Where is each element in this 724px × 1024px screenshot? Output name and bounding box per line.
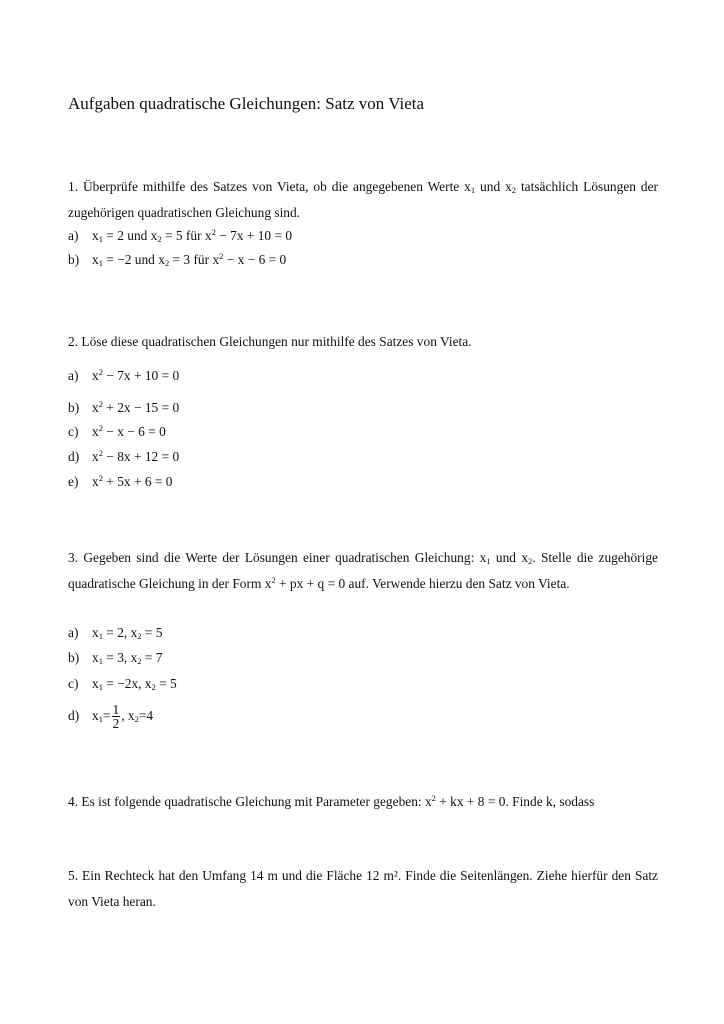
item-label: a) bbox=[68, 368, 79, 383]
item-text: = −2x, x bbox=[102, 676, 152, 691]
task3-item-a: a) $x_1 = 2$, $x_2 = 5$ bbox=[68, 625, 163, 641]
task1-item-a: a) $x_1 = 2$ und $x_2 = 5$ für $x^2 - 7x + 10 = 0$ bbox=[68, 227, 293, 244]
task3-prompt-a: 3. Gegeben sind die Werte der Lösungen einer quadratischen Gleichung: x bbox=[68, 550, 487, 565]
item-label: b) bbox=[68, 650, 80, 665]
subscript-2: 2 bbox=[134, 714, 139, 724]
subscript-1: 1 bbox=[470, 185, 476, 195]
subscript-1: 1 bbox=[98, 234, 103, 244]
fraction-numerator: 1 bbox=[112, 702, 120, 718]
item-text: = 2 und x bbox=[102, 228, 158, 243]
item-label: c) bbox=[68, 424, 79, 439]
item-text: = 5 für x bbox=[161, 228, 212, 243]
subscript-2: 2 bbox=[164, 258, 170, 268]
subscript-2: 2 bbox=[137, 631, 142, 641]
task4-prompt-b: + kx + 8 = 0. Finde k, sodass bbox=[435, 794, 595, 809]
item-text: =4 bbox=[138, 708, 154, 723]
task3-item-d: d) $x_1=$ $\frac{1}{2}$ , $x_2=4$ bbox=[68, 702, 154, 732]
superscript-2: 2 bbox=[431, 793, 436, 803]
item-text: , x bbox=[121, 708, 135, 723]
item-text: − x − 6 = 0 bbox=[223, 252, 287, 267]
task3-prompt-d: + px + q = 0 auf. Verwende hierzu den Satz von Vieta. bbox=[275, 576, 570, 591]
item-label: d) bbox=[68, 708, 80, 723]
item-label: b) bbox=[68, 400, 80, 415]
superscript-2: 2 bbox=[98, 448, 103, 458]
task3-item-c: c) $x_1 = -2x$, $x_2 = 5$ bbox=[68, 676, 177, 692]
item-label: b) bbox=[68, 252, 80, 267]
task2-item-d: d) $x^2 - 8x + 12 = 0$ bbox=[68, 447, 179, 467]
item-label: a) bbox=[68, 228, 79, 243]
task2-item-c: c) $x^2 - x - 6 = 0$ bbox=[68, 422, 166, 442]
page-title: Aufgaben quadratische Gleichungen: Satz von Vieta bbox=[68, 94, 425, 113]
item-text: − 7x + 10 = 0 bbox=[102, 368, 180, 383]
subscript-2: 2 bbox=[151, 682, 156, 692]
subscript-1: 1 bbox=[98, 714, 103, 724]
subscript-1: 1 bbox=[486, 556, 491, 566]
subscript-1: 1 bbox=[98, 656, 103, 666]
item-text: = 2, x bbox=[102, 625, 138, 640]
item-label: c) bbox=[68, 676, 79, 691]
item-text: − 8x + 12 = 0 bbox=[102, 449, 180, 464]
task3-prompt-b: und x bbox=[490, 550, 529, 565]
item-text: = 5 bbox=[141, 625, 163, 640]
superscript-2: 2 bbox=[219, 251, 224, 261]
task1-item-b: b) $x_1 = -2$ und $x_2 = 3$ für $x^2 - x - 6 = 0$ bbox=[68, 251, 287, 268]
item-text: = 5 bbox=[155, 676, 177, 691]
subscript-2: 2 bbox=[137, 656, 142, 666]
item-label: e) bbox=[68, 474, 79, 489]
superscript-2: 2 bbox=[271, 575, 276, 585]
superscript-2: 2 bbox=[98, 399, 103, 409]
task3-prompt bbox=[68, 545, 658, 597]
task3-item-b: b) $x_1 = 3$, $x_2 = 7$ bbox=[68, 650, 163, 666]
subscript-1: 1 bbox=[98, 682, 103, 692]
fraction-denominator: 2 bbox=[112, 716, 120, 732]
subscript-1: 1 bbox=[98, 631, 103, 641]
task1-prompt-a: 1. Überprüfe mithilfe des Satzes von Vieta, ob die angegebenen Werte x bbox=[68, 179, 471, 194]
superscript-2: 2 bbox=[98, 423, 103, 433]
item-label: d) bbox=[68, 449, 80, 464]
superscript-2: 2 bbox=[98, 473, 103, 483]
item-text: = 3, x bbox=[102, 650, 138, 665]
task1-prompt bbox=[68, 174, 658, 226]
item-text: − 7x + 10 = 0 bbox=[215, 228, 293, 243]
task2-item-a: a) $x^2 - 7x + 10 = 0$ bbox=[68, 366, 179, 386]
item-text: + 2x − 15 = 0 bbox=[102, 400, 180, 415]
task5-prompt: 5. Ein Rechteck hat den Umfang 14 m und die Fläche 12 m². Finde die Seitenlängen. Ziehe hierfür den Satz von Vieta heran. bbox=[68, 868, 658, 909]
item-label: a) bbox=[68, 625, 79, 640]
task4-prompt-a: 4. Es ist folgende quadratische Gleichung mit Parameter gegeben: x bbox=[68, 794, 432, 809]
subscript-1: 1 bbox=[98, 258, 103, 268]
task1-prompt-b: und x bbox=[475, 179, 512, 194]
item-text: = 3 für x bbox=[169, 252, 220, 267]
item-text: = bbox=[102, 708, 111, 723]
task1-prompt-c: tatsächlich Lösungen der zugehörigen quadratischen Gleichung sind. bbox=[68, 179, 658, 220]
task2-item-b: b) $x^2 + 2x - 15 = 0$ bbox=[68, 398, 179, 418]
item-text: = 7 bbox=[141, 650, 163, 665]
superscript-2: 2 bbox=[98, 367, 103, 377]
task3-prompt-c: . Stelle die zugehörige quadratische Gleichung in der Form x bbox=[68, 550, 659, 591]
item-text: + 5x + 6 = 0 bbox=[102, 474, 173, 489]
fraction bbox=[112, 703, 121, 730]
task2-prompt: 2. Löse diese quadratischen Gleichungen nur mithilfe des Satzes von Vieta. bbox=[68, 334, 472, 349]
item-text: − x − 6 = 0 bbox=[102, 424, 166, 439]
item-text: = −2 und x bbox=[102, 252, 165, 267]
subscript-2: 2 bbox=[157, 234, 162, 244]
superscript-2: 2 bbox=[211, 227, 216, 237]
subscript-2: 2 bbox=[511, 185, 517, 195]
task2-item-e: e) $x^2 + 5x + 6 = 0$ bbox=[68, 472, 172, 492]
task4-prompt bbox=[68, 792, 594, 812]
subscript-2: 2 bbox=[528, 556, 533, 566]
